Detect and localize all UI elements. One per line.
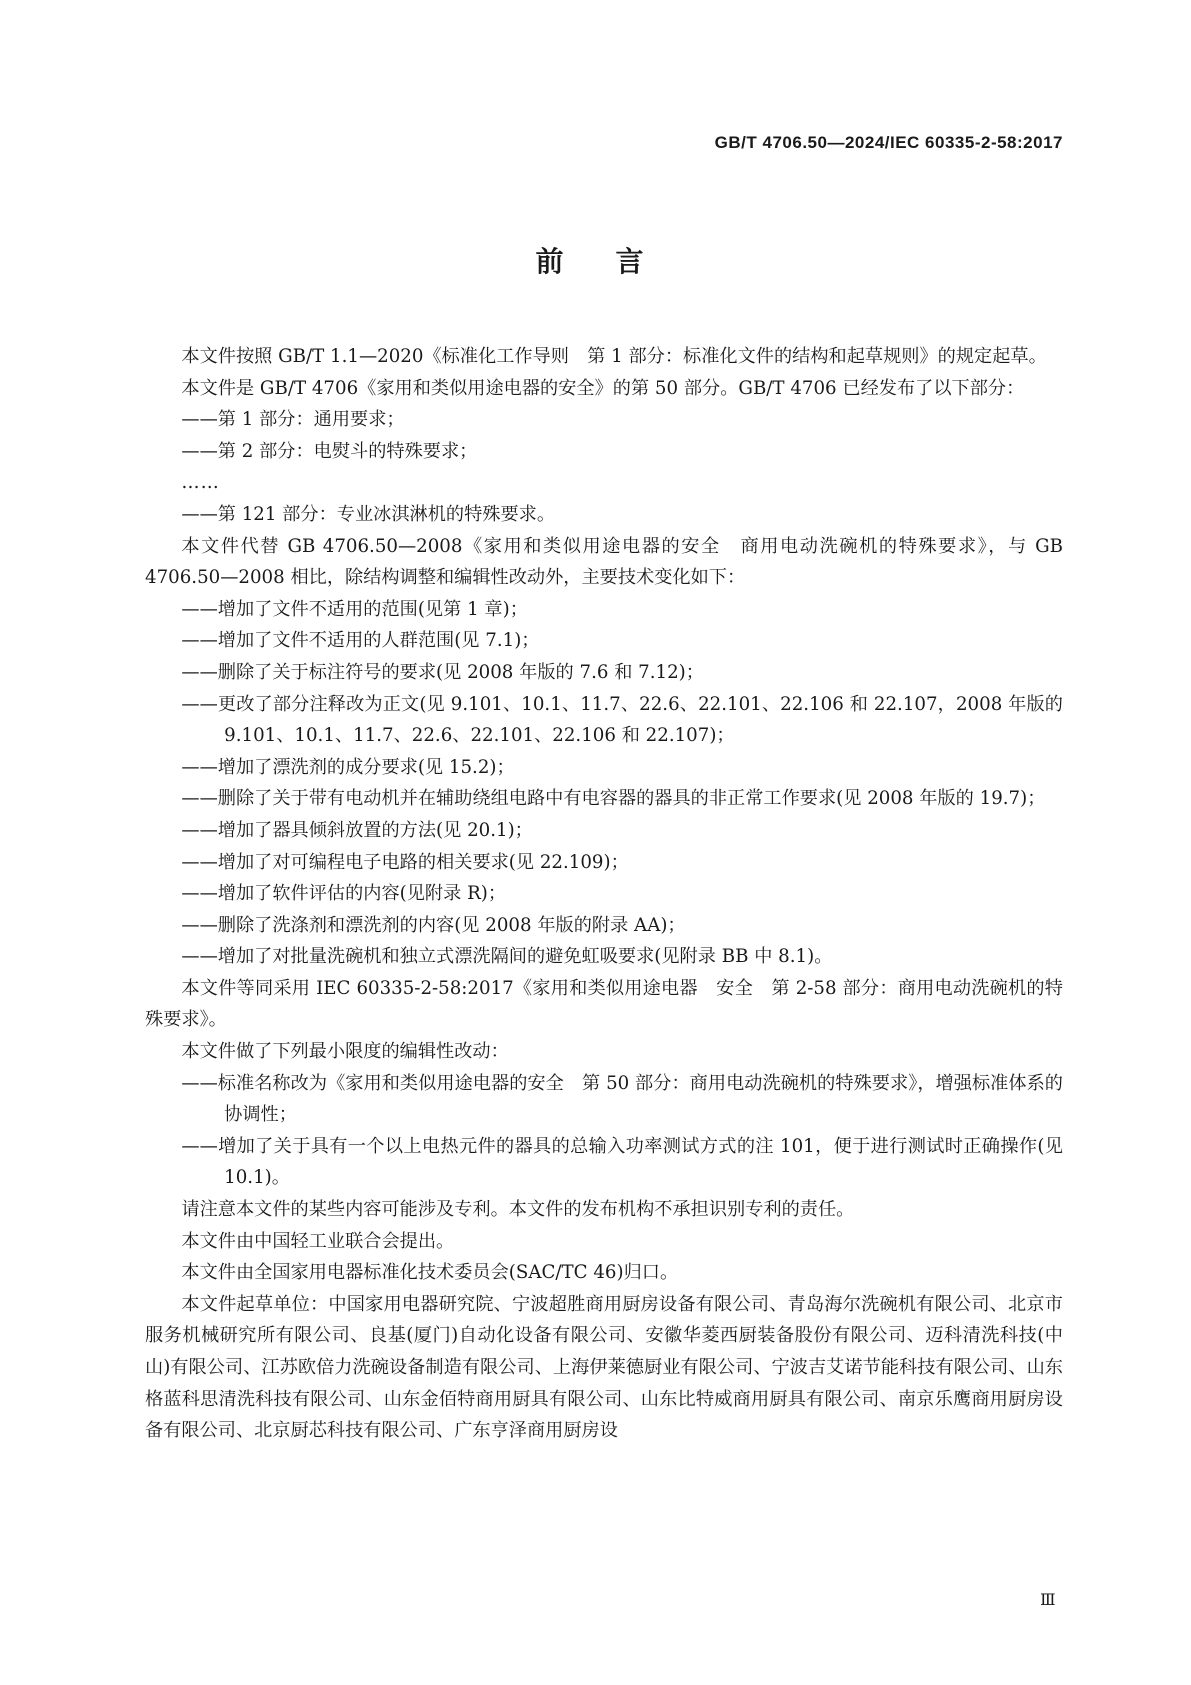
foreword-body [145, 341, 1063, 1447]
list-item-change: ——增加了文件不适用的范围(见第 1 章)； [181, 598, 528, 620]
paragraph-identical-adoption: 本文件等同采用 IEC 60335-2-58:2017《家用和类似用途电器 安全 第 2-58 部分：商用电动洗碗机的特殊要求》。 [145, 977, 1063, 1031]
list-item-part: ——第 1 部分：通用要求； [181, 409, 405, 431]
paragraph-editorial-changes: 本文件做了下列最小限度的编辑性改动： [181, 1041, 509, 1063]
list-item-edit: ——标准名称改为《家用和类似用途电器的安全 第 50 部分：商用电动洗碗机的特殊要求》，增强标准体系的协调性； [181, 1072, 1063, 1126]
standard-number: GB/T 4706.50—2024/IEC 60335-2-58:2017 [714, 133, 1063, 152]
paragraph-drafting-units: 本文件起草单位：中国家用电器研究院、宁波超胜商用厨房设备有限公司、青岛海尔洗碗机有限公司、北京市服务机械研究所有限公司、良基(厦门)自动化设备有限公司、安徽华菱西厨装备股份有限公司、迈科清洗科技(中山)有限公司、江苏欧倍力洗碗设备制造有限公司、上海伊莱德厨业有限公司、宁波吉艾诺节能科技有限公司、山东格蓝科思清洗科技有限公司、山东金佰特商用厨具有限公司、山东比特威商用厨具有限公司、南京乐鹰商用厨房设备有限公司、北京厨芯科技有限公司、广东亨泽商用厨房设 [145, 1293, 1063, 1442]
list-item-change: ——删除了关于标注符号的要求(见 2008 年版的 7.6 和 7.12)； [181, 661, 704, 683]
page-title: 前言 [535, 245, 696, 278]
list-item-part: ——第 2 部分：电熨斗的特殊要求； [181, 440, 478, 462]
paragraph-drafting-rules: 本文件按照 GB/T 1.1—2020《标准化工作导则 第 1 部分：标准化文件的结构和起草规则》的规定起草。 [181, 346, 1047, 367]
paragraph-series-part: 本文件是 GB/T 4706《家用和类似用途电器的安全》的第 50 部分。GB/T 4706 已经发布了以下部分： [181, 377, 1025, 399]
list-item-change: ——增加了文件不适用的人群范围(见 7.1)； [181, 630, 540, 652]
list-item-change: ——增加了软件评估的内容(见附录 R)； [181, 883, 507, 905]
list-item-change: ——删除了关于带有电动机并在辅助绕组电路中有电容器的器具的非正常工作要求(见 2008 年版的 19.7)； [181, 788, 1046, 810]
list-item-change: ——增加了对批量洗碗机和独立式漂洗隔间的避免虹吸要求(见附录 BB 中 8.1)。 [181, 946, 833, 968]
list-item-part: ——第 121 部分：专业冰淇淋机的特殊要求。 [181, 503, 556, 525]
list-item-edit: ——增加了关于具有一个以上电热元件的器具的总输入功率测试方式的注 101，便于进行测试时正确操作(见 10.1)。 [181, 1135, 1063, 1189]
list-item-change: ——删除了洗涤剂和漂洗剂的内容(见 2008 年版的附录 AA)； [181, 914, 686, 936]
paragraph-technical-committee: 本文件由全国家用电器标准化技术委员会(SAC/TC 46)归口。 [181, 1262, 679, 1284]
paragraph-patent-notice: 请注意本文件的某些内容可能涉及专利。本文件的发布机构不承担识别专利的责任。 [181, 1199, 855, 1221]
list-item-change: ——增加了器具倾斜放置的方法(见 20.1)； [181, 819, 533, 841]
paragraph-replaces: 本文件代替 GB 4706.50—2008《家用和类似用途电器的安全 商用电动洗碗机的特殊要求》，与 GB 4706.50—2008 相比，除结构调整和编辑性改动外，主要技术变化如下： [145, 535, 1063, 589]
page-number: Ⅲ [1040, 1590, 1056, 1609]
list-item-change: ——更改了部分注释改为正文(见 9.101、10.1、11.7、22.6、22.101、22.106 和 22.107，2008 年版的 9.101、10.1、11.7、22.6、22.101、22.106 和 22.107)； [181, 693, 1063, 747]
list-item-change: ——增加了对可编程电子电路的相关要求(见 22.109)； [181, 851, 629, 873]
paragraph-proposer: 本文件由中国轻工业联合会提出。 [181, 1230, 455, 1252]
ellipsis: …… [181, 472, 220, 494]
list-item-change: ——增加了漂洗剂的成分要求(见 15.2)； [181, 756, 515, 778]
